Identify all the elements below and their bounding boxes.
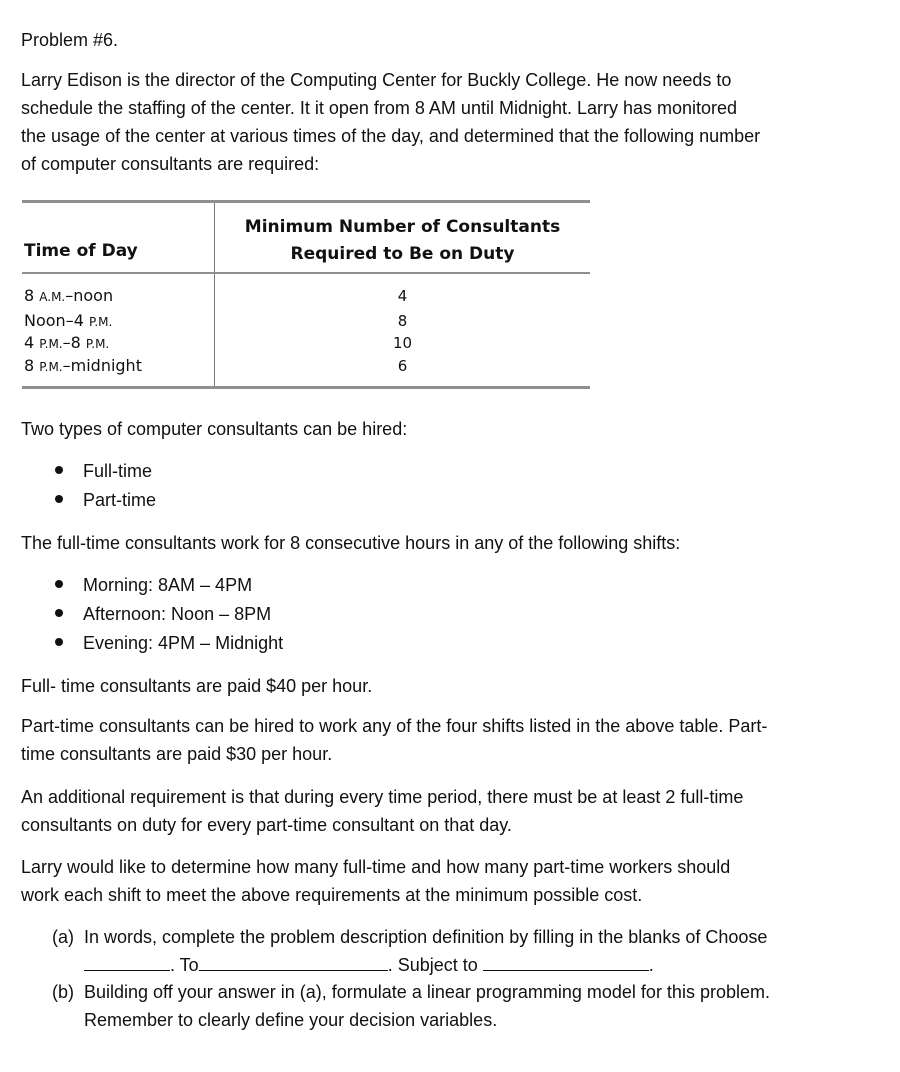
list-item	[55, 571, 252, 599]
table-row-time	[24, 356, 142, 375]
time-suffix: P.M.	[88, 315, 113, 329]
intro-line: the usage of the center at various times of the day, and determined that the following number	[21, 126, 761, 146]
table-top-rule	[22, 200, 590, 203]
question-text: Building off your answer in (a), formulate a linear programming model for this problem.	[84, 982, 770, 1002]
choose-blank[interactable]	[84, 952, 170, 971]
list-item	[55, 486, 156, 514]
list-item	[55, 457, 152, 485]
question-b	[52, 978, 770, 1034]
intro-paragraph	[21, 66, 760, 178]
goal-paragraph	[21, 853, 730, 909]
types-intro: Two types of computer consultants can be hired:	[21, 419, 408, 439]
question-text: . To	[170, 955, 199, 975]
paragraph-line: An additional requirement is that during every time period, there must be at least 2 full-time	[21, 787, 744, 807]
table-row-time	[24, 333, 109, 352]
paragraph-line: Part-time consultants can be hired to work any of the four shifts listed in the above table. Part-	[21, 716, 768, 736]
paragraph-line: work each shift to meet the above requirements at the minimum possible cost.	[21, 885, 643, 905]
paragraph-line: Larry would like to determine how many full-time and how many part-time workers should	[21, 857, 731, 877]
intro-line: schedule the staffing of the center. It it open from 8 AM until Midnight. Larry has monitored	[21, 98, 738, 118]
table-row-value: 10	[392, 334, 413, 352]
bullet-icon	[55, 466, 63, 474]
bullet-icon	[55, 638, 63, 646]
time-suffix: A.M.	[39, 290, 66, 304]
intro-line: of computer consultants are required:	[21, 154, 320, 174]
time-suffix: P.M.	[85, 337, 110, 351]
list-item-label: Morning: 8AM – 4PM	[83, 575, 253, 595]
question-label: (a)	[52, 927, 74, 947]
time-text: 8	[24, 286, 40, 305]
table-row-time	[24, 311, 112, 330]
intro-line: Larry Edison is the director of the Computing Center for Buckly College. He now needs to	[21, 70, 732, 90]
list-item-label: Full-time	[83, 461, 153, 481]
list-item	[55, 629, 283, 657]
to-blank[interactable]	[199, 952, 388, 971]
table-row-time	[24, 286, 113, 305]
list-item-label: Afternoon: Noon – 8PM	[83, 604, 272, 624]
list-item-label: Part-time	[83, 490, 157, 510]
header-minimum-consultants	[215, 214, 590, 268]
time-suffix: P.M.	[39, 337, 63, 351]
time-text: –noon	[65, 286, 114, 305]
time-text: –8	[62, 333, 86, 352]
question-text: . Subject to	[387, 955, 478, 975]
time-text: 8	[24, 356, 40, 375]
bullet-icon	[55, 580, 63, 588]
time-suffix: P.M.	[39, 360, 63, 374]
header-line: Minimum Number of Consultants	[244, 217, 561, 237]
paragraph-line: consultants on duty for every part-time consultant on that day.	[21, 815, 512, 835]
subject-to-blank[interactable]	[483, 952, 649, 971]
table-row-value: 6	[397, 357, 408, 375]
list-item-label: Evening: 4PM – Midnight	[83, 633, 284, 653]
additional-requirement	[21, 783, 743, 839]
question-a	[52, 923, 767, 979]
question-text: .	[648, 955, 654, 975]
bullet-icon	[55, 609, 63, 617]
parttime-paragraph	[21, 712, 767, 768]
list-item	[55, 600, 271, 628]
header-time-of-day: Time of Day	[24, 241, 138, 261]
shifts-intro: The full-time consultants work for 8 consecutive hours in any of the following shifts:	[21, 533, 681, 553]
problem-title: Problem #6.	[21, 30, 119, 50]
bullet-icon	[55, 495, 63, 503]
table-row-value: 8	[397, 312, 408, 330]
question-text: Remember to clearly define your decision variables.	[84, 1010, 498, 1030]
table-header-rule	[22, 272, 590, 274]
paragraph-line: time consultants are paid $30 per hour.	[21, 744, 333, 764]
time-text: –midnight	[62, 356, 142, 375]
question-label: (b)	[52, 982, 74, 1002]
consultants-table	[22, 200, 590, 390]
table-bottom-rule	[22, 386, 590, 389]
question-text: In words, complete the problem description definition by filling in the blanks of Choose	[84, 927, 768, 947]
header-line: Required to Be on Duty	[290, 244, 515, 264]
fulltime-pay: Full- time consultants are paid $40 per hour.	[21, 676, 373, 696]
table-row-value: 4	[397, 287, 408, 305]
time-text: 4	[24, 333, 40, 352]
time-text: Noon–4	[24, 311, 89, 330]
